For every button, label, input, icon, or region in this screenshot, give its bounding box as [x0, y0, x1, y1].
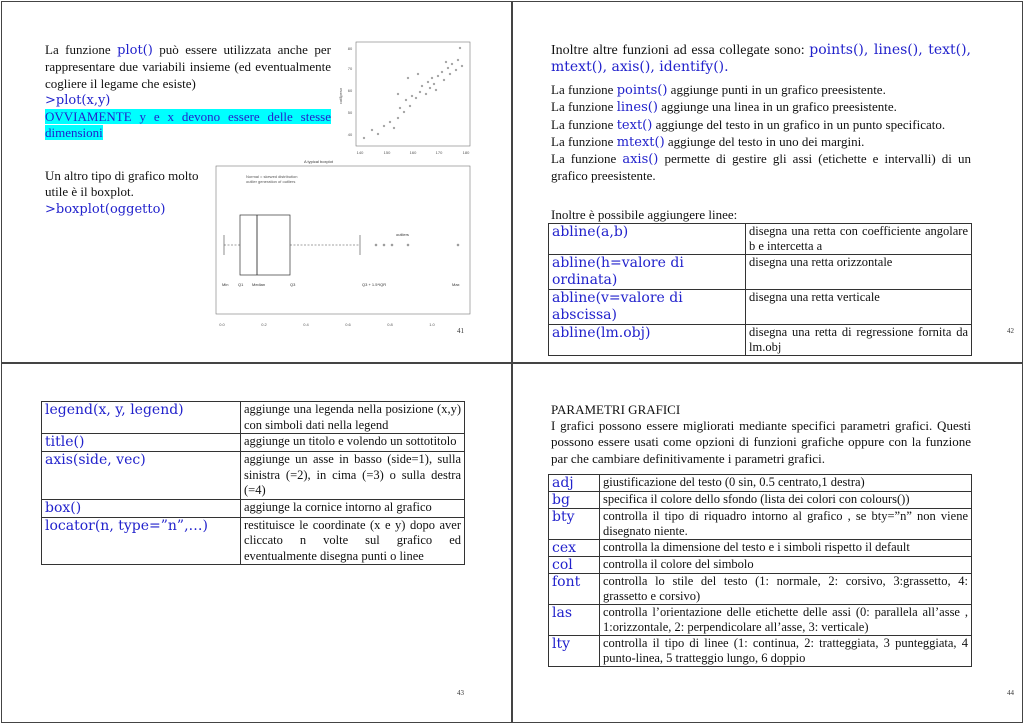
text: La funzione — [551, 151, 623, 167]
table-row — [549, 509, 972, 540]
outlier — [407, 244, 409, 246]
fn-cell: box() — [42, 499, 241, 517]
scatter-point — [435, 89, 437, 91]
scatter-point — [407, 77, 409, 79]
fn-text: text() — [616, 117, 653, 133]
outlier — [391, 244, 393, 246]
desc-cell: controlla l’orientazione delle etichette delle assi (0: parallela all’asse , 1:orizzontale, 2: perpendicolare all’asse, 3: verticale) — [600, 605, 972, 636]
fn-mtext: mtext() — [616, 134, 665, 150]
y-tick: 60 — [347, 88, 353, 93]
scatter-point — [441, 71, 443, 73]
table-row — [549, 290, 972, 325]
x-tick: 150 — [383, 150, 391, 155]
section-title: PARAMETRI GRAFICI — [551, 402, 681, 417]
label-min: Min — [222, 282, 229, 287]
text: aggiunge una linea in un grafico preesistente. — [657, 99, 897, 115]
y-tick: 70 — [347, 66, 353, 71]
scatter-point — [451, 63, 453, 65]
text: Un altro tipo di grafico molto utile è il boxplot. — [45, 168, 199, 200]
scatter-xticks — [357, 150, 470, 155]
y-tick: 40 — [347, 132, 353, 137]
section-intro: I grafici possono essere migliorati mediante specifici parametri grafici. Questi possono essere usati come opzioni di funzioni grafiche oppure con la funzione par che cambiare definitivamente i parametri grafici. — [551, 418, 971, 466]
text: può essere utilizzata anche per rappresentare due variabili insieme (ed eventualmente cogliere il legame che esiste) — [45, 42, 331, 91]
boxplot-figure — [212, 160, 474, 332]
scatter-yticks — [348, 46, 353, 137]
desc-cell: controlla il tipo di linee (1: continua, 2: tratteggiata, 3 punteggiata, 4 punto-linea, 5 tratteggio lungo, 6 doppio — [600, 636, 972, 667]
scatter-point — [403, 111, 405, 113]
table-row — [549, 475, 972, 492]
text: aggiunge del testo in un grafico in un punto specificato. — [652, 116, 946, 132]
fn-plot: plot() — [117, 43, 153, 58]
x-tick: 170 — [435, 150, 443, 155]
page-number: 44 — [1007, 689, 1014, 697]
outlier — [383, 244, 385, 246]
scatter-point — [433, 83, 435, 85]
fn-lines: lines() — [616, 100, 658, 116]
text: La funzione — [551, 133, 617, 149]
scatter-point — [371, 129, 373, 131]
graphic-functions-table — [41, 401, 465, 565]
scatter-ylabel: cat$peso — [338, 87, 343, 105]
boxplot-legend-1: Normal = skewed distribution — [246, 174, 298, 179]
plot-description — [45, 42, 331, 142]
table-row — [549, 557, 972, 574]
scatter-point — [405, 99, 407, 101]
lines-intro: Inoltre è possibile aggiungere linee: — [551, 207, 738, 222]
fn-cell: abline(lm.obj) — [549, 325, 746, 356]
scatter-point — [457, 59, 459, 61]
scatter-point — [363, 137, 365, 139]
scatter-point — [461, 65, 463, 67]
fn-cell: abline(a,b) — [549, 224, 746, 255]
scatter-point — [417, 73, 419, 75]
abline-table — [548, 223, 972, 356]
table-row — [42, 434, 465, 452]
table-row — [42, 517, 465, 565]
scatter-point — [429, 87, 431, 89]
boxplot-legend-2: outlier generation of outliers — [246, 179, 296, 184]
scatter-point — [443, 79, 445, 81]
page-number: 43 — [457, 689, 464, 697]
desc-cell: disegna una retta orizzontale — [746, 255, 972, 290]
text: La funzione — [551, 99, 617, 115]
scatter-point — [447, 67, 449, 69]
scatter-point — [455, 69, 457, 71]
scatter-point — [437, 75, 439, 77]
param-cell: cex — [549, 540, 600, 557]
table-row — [549, 574, 972, 605]
scatter-point — [389, 121, 391, 123]
scatter-point — [383, 125, 385, 127]
boxplot-frame — [216, 166, 470, 314]
x-tick: 140 — [356, 150, 364, 155]
scatter-point — [431, 77, 433, 79]
fn-cell: title() — [42, 434, 241, 452]
table-row — [549, 255, 972, 290]
scatter-point — [421, 85, 423, 87]
slide-44 — [512, 363, 1023, 723]
desc-cell: aggiunge la cornice intorno al grafico — [241, 499, 465, 517]
desc-cell: restituisce le coordinate (x e y) dopo aver cliccato n volte sul grafico ed eventualmente disegna punti o linee — [241, 517, 465, 565]
param-cell: las — [549, 605, 600, 636]
table-row — [42, 402, 465, 434]
param-cell: lty — [549, 636, 600, 667]
x-tick: 0.6 — [345, 322, 351, 327]
scatter-point — [425, 93, 427, 95]
label-max: Max — [452, 282, 460, 287]
table-row — [42, 499, 465, 517]
plot-command: >plot(x,y) — [45, 92, 111, 108]
scatter-point — [411, 95, 413, 97]
slide-41 — [1, 1, 512, 363]
desc-cell: disegna una retta verticale — [746, 290, 972, 325]
text: aggiunge del testo in uno dei margini. — [664, 133, 865, 149]
y-tick: 80 — [347, 46, 353, 51]
fn-cell: axis(side, vec) — [42, 452, 241, 500]
desc-cell: aggiunge un titolo e volendo un sottotitolo — [241, 434, 465, 452]
table-row — [549, 605, 972, 636]
boxplot-bottom-labels — [222, 282, 460, 287]
desc-cell: aggiunge un asse in basso (side=1), sulla sinistra (=2), in cima (=3) o sulla destra (=4) — [241, 452, 465, 500]
fn-cell: legend(x, y, legend) — [42, 402, 241, 434]
param-cell: col — [549, 557, 600, 574]
outlier — [375, 244, 377, 246]
scatter-point — [445, 61, 447, 63]
table-row — [549, 325, 972, 356]
functions-description — [551, 82, 971, 185]
slide-42 — [512, 1, 1023, 363]
boxplot-title: A typical boxplot — [304, 160, 333, 164]
fn-cell: abline(h=valore di ordinata) — [549, 255, 746, 290]
scatter-point — [397, 93, 399, 95]
desc-cell: controlla il tipo di riquadro intorno al grafico , se bty=”n” non viene disegnato niente. — [600, 509, 972, 540]
scatter-point — [459, 47, 461, 49]
desc-cell: aggiunge una legenda nella posizione (x,y) con simboli dati nella legend — [241, 402, 465, 434]
fn-axis: axis() — [622, 152, 659, 168]
boxplot-command: >boxplot(oggetto) — [45, 201, 166, 217]
scatter-point — [415, 97, 417, 99]
page-number: 42 — [1007, 327, 1014, 335]
parameters-table — [548, 474, 972, 667]
text: La funzione — [551, 82, 617, 97]
text: aggiunge punti in un grafico preesistente. — [667, 82, 886, 97]
text: Inoltre altre funzioni ad essa collegate sono: — [551, 43, 810, 58]
scatter-point — [397, 117, 399, 119]
slide-43 — [1, 363, 512, 723]
fn-points: points() — [616, 83, 668, 98]
table-row — [549, 492, 972, 509]
boxplot-xticks — [219, 322, 435, 327]
scatter-points — [363, 47, 463, 139]
fn-list: points(), lines(), text(), mtext(), axis(), identify(). — [551, 42, 972, 75]
scatter-point — [393, 127, 395, 129]
y-tick: 50 — [347, 110, 353, 115]
label-q3-iqr: Q3 + 1.5*IQR — [362, 282, 387, 287]
scatter-point — [377, 133, 379, 135]
highlighted-note: OVVIAMENTE y e x devono essere delle stesse dimensioni — [45, 109, 331, 141]
related-functions-intro — [551, 42, 971, 76]
param-cell: bty — [549, 509, 600, 540]
text: permette di gestire gli assi (etichette e intervalli) di un grafico preesistente. — [551, 151, 971, 184]
scatter-plot — [338, 38, 476, 160]
scatter-point — [409, 105, 411, 107]
scatter-point — [399, 107, 401, 109]
table-row — [549, 636, 972, 667]
scatter-frame — [356, 42, 470, 146]
outlier — [457, 244, 459, 246]
param-cell: bg — [549, 492, 600, 509]
x-tick: 1.0 — [429, 322, 435, 327]
desc-cell: disegna una retta di regressione fornita da lm.obj — [746, 325, 972, 356]
fn-cell: locator(n, type=”n”,…) — [42, 517, 241, 565]
table-row — [549, 540, 972, 557]
param-cell: font — [549, 574, 600, 605]
desc-cell: disegna una retta con coefficiente angolare b e intercetta a — [746, 224, 972, 255]
page-number: 41 — [457, 327, 464, 335]
desc-cell: giustificazione del testo (0 sin, 0.5 centrato,1 destra) — [600, 475, 972, 492]
box — [240, 215, 290, 275]
param-cell: adj — [549, 475, 600, 492]
boxplot-description — [45, 168, 205, 218]
x-tick: 180 — [462, 150, 470, 155]
table-row — [549, 224, 972, 255]
scatter-point — [449, 73, 451, 75]
x-tick: 0.4 — [303, 322, 309, 327]
desc-cell: controlla il colore del simbolo — [600, 557, 972, 574]
text: La funzione — [551, 116, 617, 132]
label-q1: Q1 — [238, 282, 244, 287]
table-row — [42, 452, 465, 500]
desc-cell: controlla la dimensione del testo e i simboli rispetto il default — [600, 540, 972, 557]
text: La funzione — [45, 42, 118, 57]
label-q3: Q3 — [290, 282, 296, 287]
scatter-point — [427, 81, 429, 83]
outliers-label: outliers — [396, 232, 409, 237]
label-median: Median — [252, 282, 266, 287]
x-tick: 0.8 — [387, 322, 393, 327]
desc-cell: specifica il colore dello sfondo (lista dei colori con colours()) — [600, 492, 972, 509]
desc-cell: controlla lo stile del testo (1: normale, 2: corsivo, 3:grassetto, 4: grassetto e corsivo) — [600, 574, 972, 605]
fn-cell: abline(v=valore di abscissa) — [549, 290, 746, 325]
x-tick: 0.2 — [261, 322, 267, 327]
x-tick: 0.0 — [219, 322, 225, 327]
scatter-point — [419, 91, 421, 93]
x-tick: 160 — [409, 150, 417, 155]
